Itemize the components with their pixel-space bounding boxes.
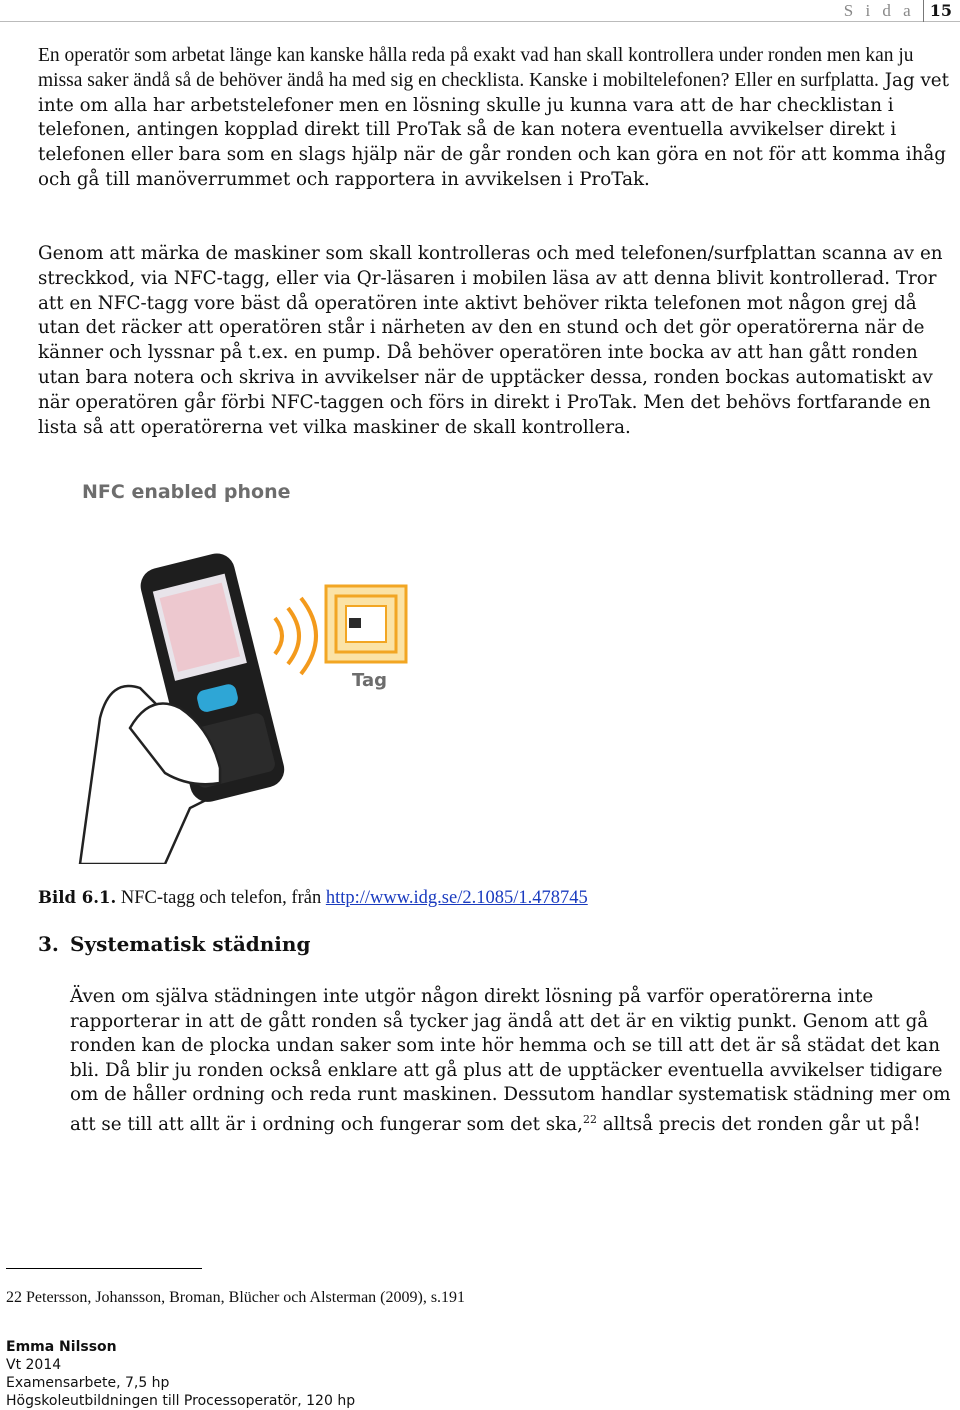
section-heading bbox=[38, 932, 310, 956]
nfc-wave-1 bbox=[275, 618, 282, 654]
page-label: S i d a bbox=[843, 1, 915, 20]
footer-program: Högskoleutbildningen till Processoperatör, 120 hp bbox=[6, 1393, 356, 1409]
paragraph-cleaning-text-a: Även om själva städningen inte utgör någon direkt lösning på varför operatörerna inte rapporterar in att de gått ronden så tycker jag ändå att det är en viktig punkt. Genom att gå ronden kan de plocka undan saker som inte hör hemma och se till att det är så städat det kan bli. Då blir ju ronden också enklare att gå plus att de upptäcker eventuella avvikelser tidigare om de håller ordning och reda runt maskinen. Dessutom handlar systematisk städning mer om att se till att allt är i ordning och fungerar som det ska, bbox=[70, 986, 951, 1136]
footnote-rule bbox=[6, 1268, 202, 1269]
paragraph-cleaning-text-b: alltså precis det ronden går ut på! bbox=[596, 1114, 921, 1136]
tag-label: Tag bbox=[352, 670, 387, 691]
paragraph-checklist-part-a: En operatör som arbetat länge kan kanske hålla reda på exakt vad han skall kontrollera under ronden men kan ju missa saker ändå så de behöver ändå ha med sig en checklista. Kanske i mobiltelefonen? Eller en surfplatta. bbox=[38, 45, 914, 91]
nfc-phone-illustration bbox=[70, 468, 430, 864]
nfc-wave-2 bbox=[288, 608, 299, 664]
page-footer bbox=[6, 1338, 355, 1410]
caption-text: NFC-tagg och telefon, från bbox=[116, 888, 326, 908]
caption-label: Bild 6.1. bbox=[38, 888, 117, 907]
page-number: 15 bbox=[923, 0, 952, 22]
page-header bbox=[844, 0, 952, 22]
paragraph-checklist bbox=[38, 44, 956, 193]
footnote: 22 Petersson, Johansson, Broman, Blücher och Alsterman (2009), s.191 bbox=[6, 1289, 466, 1306]
figure-caption bbox=[38, 888, 588, 909]
nfc-wave-3 bbox=[301, 598, 316, 674]
section-title: Systematisk städning bbox=[70, 932, 311, 956]
caption-link[interactable]: http://www.idg.se/2.1085/1.478745 bbox=[325, 888, 588, 908]
figure-title: NFC enabled phone bbox=[82, 481, 291, 503]
paragraph-cleaning bbox=[70, 985, 956, 1138]
nfc-tag-icon bbox=[326, 586, 406, 662]
footer-term: Vt 2014 bbox=[6, 1357, 62, 1373]
author-name: Emma Nilsson bbox=[6, 1339, 117, 1355]
paragraph-nfc: Genom att märka de maskiner som skall kontrolleras och med telefonen/surfplattan scanna av en streckkod, via NFC-tagg, eller via Qr-läsaren i mobilen läsa av att denna blivit kontrollerad. Tror att en NFC-tagg vore bäst då operatören inte aktivt behöver rikta telefonen mot någon grej då utan det räcker att operatören står i närheten av den en stund och det gör operatörerna när de känner och lyssnar på t.ex. en pump. Då behöver operatören inte bocka av att han gått ronden utan bara notera och skriva in avvikelser när de upptäcker dessa, ronden bockas automatiskt av när operatören går förbi NFC-taggen och förs in direkt i ProTak. Men det behövs fortfarande en lista så att operatörerna vet vilka maskiner de skall kontrollera. bbox=[38, 243, 943, 438]
footer-course: Examensarbete, 7,5 hp bbox=[6, 1375, 170, 1391]
section-number: 3. bbox=[38, 932, 59, 956]
paragraph-checklist-part-b: Jag vet inte om alla har arbetstelefoner men en lösning skulle ju kunna vara att de har checklistan i telefonen, antingen kopplad direkt till ProTak så de kan notera eventuella avvikelser direkt i telefonen eller bara som en slags hjälp när de går ronden och kan göra en not för att komma ihåg och gå till manöverrummet och rapportera in avvikelsen i ProTak. bbox=[38, 69, 949, 190]
nfc-figure bbox=[70, 468, 430, 864]
footnote-reference[interactable]: 22 bbox=[582, 1112, 597, 1126]
header-rule bbox=[0, 21, 960, 22]
